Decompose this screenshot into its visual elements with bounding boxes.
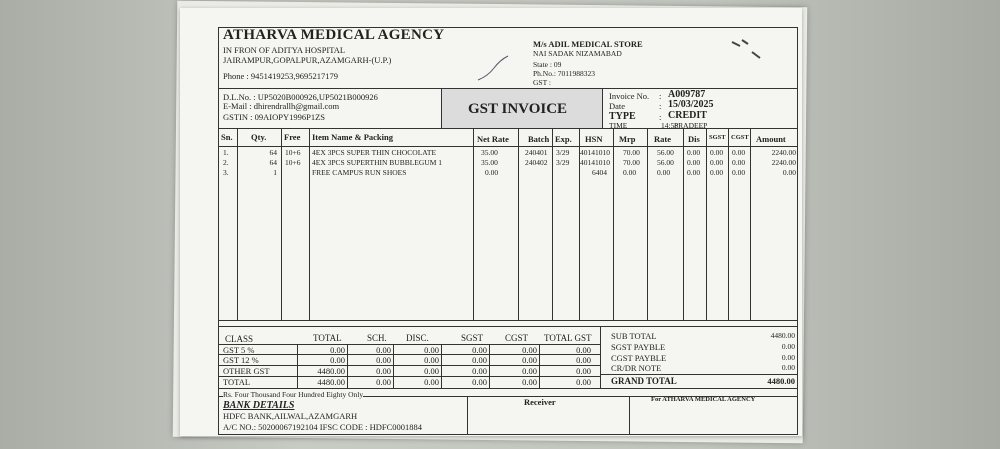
invoice-no-label: Invoice No. [609, 91, 650, 101]
seller-address-line2: JAIRAMPUR,GOPALPUR,AZAMGARH-(U.P.) [223, 55, 392, 65]
buyer-gst: GST : [533, 78, 551, 87]
col-batch: Batch [528, 134, 550, 144]
row2-qty: 64 [269, 158, 277, 167]
col-qty: Qty. [251, 132, 267, 142]
col-line [347, 344, 348, 388]
tax-row2-disc: 0.00 [424, 355, 439, 365]
row2-batch: 240402 [525, 158, 548, 167]
row2-amount: 2240.00 [771, 158, 796, 167]
divider [219, 146, 797, 147]
tax-row3-sch: 0.00 [376, 366, 391, 376]
row1-sgst: 0.00 [710, 148, 724, 157]
row2-hsn: 40141010 [580, 158, 610, 167]
tax-row4-sch: 0.00 [376, 377, 391, 387]
row1-sn: 1. [223, 148, 229, 157]
invoice-time: 14:58 [661, 121, 679, 130]
row1-free: 10+6 [285, 148, 301, 157]
col-cgst: CGST [731, 134, 749, 141]
buyer-phone: Ph.No.: 7011988323 [533, 69, 596, 78]
buyer-address: NAI SADAK NIZAMABAD [533, 49, 622, 58]
tax-row1-sch: 0.00 [376, 345, 391, 355]
row2-mrp: 70.00 [623, 158, 640, 167]
row1-rate: 56.00 [657, 148, 674, 157]
bank-details-heading: BANK DETAILS [223, 400, 295, 411]
col-line [518, 128, 519, 320]
drug-license-no: D.L.No. : UP5020B000926,UP5021B000926 [223, 92, 378, 102]
col-line [281, 128, 282, 320]
tax-row2-sch: 0.00 [376, 355, 391, 365]
row2-item: 4EX 3PCS SUPERTHIN BUBBLEGUM 1 [312, 158, 442, 167]
row2-sgst: 0.00 [710, 158, 724, 167]
colon: : [659, 91, 662, 101]
tax-row4-cgst: 0.00 [522, 377, 537, 387]
row3-dis: 0.00 [687, 168, 701, 177]
col-sn: Sn. [221, 132, 233, 142]
col-item-name: Item Name & Packing [312, 132, 393, 142]
col-line [467, 396, 468, 434]
row1-item: 4EX 3PCS SUPER THIN CHOCOLATE [312, 148, 437, 157]
col-amount: Amount [756, 134, 786, 144]
col-line [647, 128, 648, 320]
tax-row4-disc: 0.00 [424, 377, 439, 387]
tax-row4-total: 4480.00 [317, 377, 345, 387]
col-line [728, 128, 729, 320]
col-line [393, 344, 394, 388]
col-line [237, 128, 238, 320]
seller-phone: Phone : 9451419253,9695217179 [223, 71, 338, 81]
row1-net-rate: 35.00 [481, 148, 498, 157]
cgst-payable-value: 0.00 [781, 353, 795, 362]
row1-qty: 64 [269, 148, 277, 157]
divider [600, 374, 797, 375]
buyer-state: State : 09 [533, 60, 562, 69]
tax-row3-class: OTHER GST [223, 366, 270, 376]
bank-name: HDFC BANK,AILWAL,AZAMGARH [223, 411, 358, 421]
tax-row3-gst: 0.00 [576, 366, 591, 376]
tax-row2-gst: 0.00 [576, 355, 591, 365]
row2-sn: 2. [223, 158, 229, 167]
invoice-type: CREDIT [668, 110, 707, 121]
row3-net-rate: 0.00 [485, 168, 499, 177]
col-rate: Rate [654, 134, 671, 144]
col-line [441, 344, 442, 388]
row3-item: FREE CAMPUS RUN SHOES [312, 168, 407, 177]
row3-hsn: 6404 [592, 168, 607, 177]
tax-col-total: TOTAL [313, 333, 342, 343]
col-line [473, 128, 474, 320]
date-label: Date [609, 101, 626, 111]
cgst-payable-label: CGST PAYBLE [611, 353, 667, 363]
tax-row2-total: 0.00 [330, 355, 345, 365]
tax-row2-class: GST 12 % [223, 355, 259, 365]
tax-row1-disc: 0.00 [424, 345, 439, 355]
col-sgst: SGST [709, 134, 726, 141]
row3-amount: 0.00 [782, 168, 796, 177]
grand-total-label: GRAND TOTAL [611, 376, 677, 386]
invoice-frame [218, 27, 798, 435]
tax-col-cgst: CGST [505, 333, 529, 343]
col-line [309, 128, 310, 320]
sales-rep: PRADEEP [674, 121, 708, 130]
tax-row1-total: 0.00 [330, 345, 345, 355]
row2-net-rate: 35.00 [481, 158, 498, 167]
tax-row2-cgst: 0.00 [522, 355, 537, 365]
invoice-no: A009787 [668, 89, 706, 100]
tax-row3-disc: 0.00 [424, 366, 439, 376]
tax-row3-total: 4480.00 [317, 366, 345, 376]
divider [219, 320, 797, 321]
row2-cgst: 0.00 [732, 158, 746, 167]
row1-batch: 240401 [525, 148, 548, 157]
col-dis: Dis [688, 134, 700, 144]
sgst-payable-value: 0.00 [781, 342, 795, 351]
invoice-date: 15/03/2025 [668, 99, 714, 110]
col-line [539, 344, 540, 388]
invoice-title: GST INVOICE [468, 101, 568, 117]
seller-name: ATHARVA MEDICAL AGENCY [223, 27, 445, 43]
row2-free: 10+6 [285, 158, 301, 167]
tax-col-sch: SCH. [367, 333, 387, 343]
row1-hsn: 40141010 [580, 148, 610, 157]
col-free: Free [284, 132, 301, 142]
grand-total-value: 4480.00 [767, 376, 795, 386]
amount-in-words: Rs. Four Thousand Four Hundred Eighty Only [223, 390, 364, 399]
row2-exp: 3/29 [556, 158, 570, 167]
divider [219, 326, 797, 327]
cr-dr-note-label: CR/DR NOTE [611, 363, 662, 373]
tax-row3-sgst: 0.00 [472, 366, 487, 376]
sgst-payable-label: SGST PAYBLE [611, 342, 666, 352]
invoice-paper [180, 8, 802, 436]
seller-address-line1: IN FRON OF ADITYA HOSPITAL [223, 45, 346, 55]
col-line [613, 128, 614, 320]
type-label: TYPE [609, 111, 636, 122]
tax-col-disc: DISC. [406, 333, 429, 343]
tax-col-total-gst: TOTAL GST [544, 333, 592, 343]
tax-col-sgst: SGST [461, 333, 484, 343]
bank-account: A/C NO.: 50200067192104 IFSC CODE : HDFC0001884 [223, 422, 423, 432]
sub-total-value: 4480.00 [770, 331, 795, 340]
colon: : [659, 112, 662, 122]
time-label: TIME [609, 121, 628, 130]
col-line [683, 128, 684, 320]
divider [219, 128, 797, 129]
signatory-label: For ATHARVA MEDICAL AGENCY [651, 396, 756, 403]
col-exp: Exp. [555, 134, 572, 144]
row3-mrp: 0.00 [623, 168, 637, 177]
tax-row2-sgst: 0.00 [472, 355, 487, 365]
tax-row4-sgst: 0.00 [472, 377, 487, 387]
cr-dr-note-value: 0.00 [781, 363, 795, 372]
col-hsn: HSN [585, 134, 603, 144]
receiver-label: Receiver [524, 397, 556, 407]
col-line [297, 344, 298, 388]
row3-sn: 3. [223, 168, 229, 177]
row3-qty: 1 [273, 168, 277, 177]
col-line [489, 344, 490, 388]
row1-exp: 3/29 [556, 148, 570, 157]
buyer-name: M/s ADIL MEDICAL STORE [533, 39, 643, 49]
row1-cgst: 0.00 [732, 148, 746, 157]
tax-row3-cgst: 0.00 [522, 366, 537, 376]
seller-gstin: GSTIN : 09AIOPY1996P1ZS [223, 112, 326, 122]
tax-row4-gst: 0.00 [576, 377, 591, 387]
col-net-rate: Net Rate [477, 134, 509, 144]
row3-cgst: 0.00 [732, 168, 746, 177]
col-mrp: Mrp [619, 134, 636, 144]
seller-email: E-Mail : dhirendrallh@gmail.com [223, 101, 340, 111]
col-line [600, 326, 601, 388]
col-line [629, 396, 630, 434]
tax-col-class: CLASS [225, 334, 254, 344]
row1-dis: 0.00 [687, 148, 701, 157]
col-line [552, 128, 553, 320]
row3-sgst: 0.00 [710, 168, 724, 177]
col-line [706, 128, 707, 320]
tax-row1-cgst: 0.00 [522, 345, 537, 355]
sub-total-label: SUB TOTAL [611, 331, 657, 341]
tax-row4-class: TOTAL [223, 377, 251, 387]
tax-row1-gst: 0.00 [576, 345, 591, 355]
tax-row1-class: GST 5 % [223, 345, 255, 355]
tax-row1-sgst: 0.00 [472, 345, 487, 355]
row2-dis: 0.00 [687, 158, 701, 167]
col-line [750, 128, 751, 320]
row3-rate: 0.00 [657, 168, 671, 177]
row1-mrp: 70.00 [623, 148, 640, 157]
row1-amount: 2240.00 [771, 148, 796, 157]
row2-rate: 56.00 [657, 158, 674, 167]
colon: : [659, 101, 662, 111]
divider [219, 388, 797, 389]
